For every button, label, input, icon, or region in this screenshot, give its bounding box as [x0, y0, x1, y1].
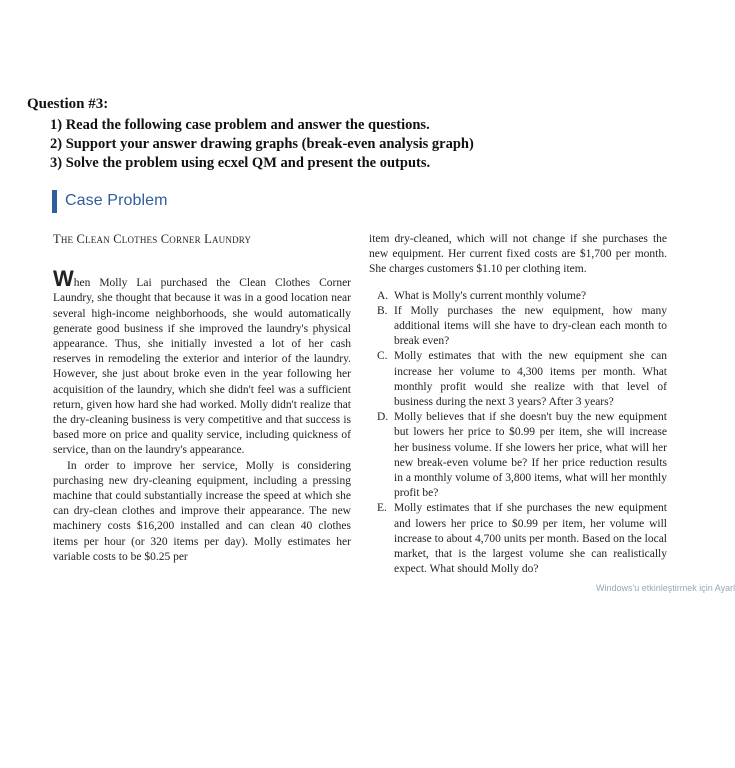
- case-problem-header: [52, 189, 168, 213]
- question-letter: A.: [377, 289, 389, 302]
- case-question-e: [369, 501, 667, 577]
- windows-activation-watermark: Windows'u etkinleştirmek için Ayarl: [596, 583, 735, 593]
- question-text: What is Molly's current monthly volume?: [394, 289, 587, 302]
- case-question-d: [369, 410, 667, 501]
- question-text: Molly estimates that if she purchases the new equipment and lowers her price to $0.99 per item, her volume will increase to about 4,700 units per month. Based on the local market, that is the largest volume she can realistically expect. What should Molly do?: [394, 502, 667, 576]
- question-letter: E.: [377, 502, 387, 515]
- question-letter: C.: [377, 350, 388, 363]
- case-question-a: [369, 289, 667, 304]
- case-question-c: [369, 349, 667, 410]
- story-paragraph-2: In order to improve her service, Molly is considering purchasing new dry-cleaning equipment, including a pressing machine that could substantially increase the speed at which she can dry-clean clothes and improve their appearance. The new machinery costs $16,200 installed and can clean 40 clothes items per hour (or 320 items per day). Molly estimates her variable costs to be $0.25 per: [53, 459, 351, 563]
- paragraph-1-text: hen Molly Lai purchased the Clean Clothes Corner Laundry, she thought that because it was in a good location near several high-income neighborhoods, she would automatically generate good business if she improved the laundry's physical appearance. Thus, she initially invested a lot of her cash reserves in remodeling the exterior and interior of the laundry. However, she just about broke even in the year following her acquisition of the laundry, which she didn't feel was a sufficient return, given how hard she had worked. Molly didn't realize that the dry-cleaning business is very competitive and that success is based more on price and quality service, including quickness of service, than on the laundry's appearance.: [53, 277, 351, 457]
- right-column: [369, 232, 667, 577]
- question-title: Question #3:: [27, 96, 109, 112]
- instruction-item: 2) Support your answer drawing graphs (break-even analysis graph): [50, 136, 474, 152]
- question-instructions: [50, 116, 474, 173]
- case-question-b: [369, 304, 667, 350]
- question-letter: B.: [377, 304, 388, 317]
- case-questions: [369, 289, 667, 578]
- instruction-item: 1) Read the following case problem and answer the questions.: [50, 117, 430, 133]
- instruction-item: 3) Solve the problem using ecxel QM and present the outputs.: [50, 155, 431, 171]
- left-column: [53, 232, 351, 565]
- question-text: If Molly purchases the new equipment, how many additional items will she have to dry-clean each month to break even?: [394, 304, 667, 348]
- story-paragraph-1: [53, 266, 351, 458]
- case-header-bar: [52, 190, 57, 213]
- case-header-label: Case Problem: [65, 192, 168, 209]
- question-text: Molly estimates that with the new equipment she can increase her volume to 4,300 items per month. What monthly profit would she realize with that level of business during the next 3 years? After 3 years?: [394, 350, 667, 409]
- story-title: The Clean Clothes Corner Laundry: [53, 232, 252, 246]
- question-letter: D.: [377, 411, 389, 424]
- story-paragraph-continued: item dry-cleaned, which will not change if she purchases the new equipment. Her current fixed costs are $1,700 per month. She charges customers $1.10 per clothing item.: [369, 233, 667, 276]
- drop-cap: W: [53, 266, 74, 292]
- question-text: Molly believes that if she doesn't buy the new equipment but lowers her price to $0.99 per item, she will increase her business volume. If she lowers her price, what will her new break-even volume be? If her price reduction results in a monthly volume of 3,800 items, what will her monthly profit be?: [394, 411, 667, 500]
